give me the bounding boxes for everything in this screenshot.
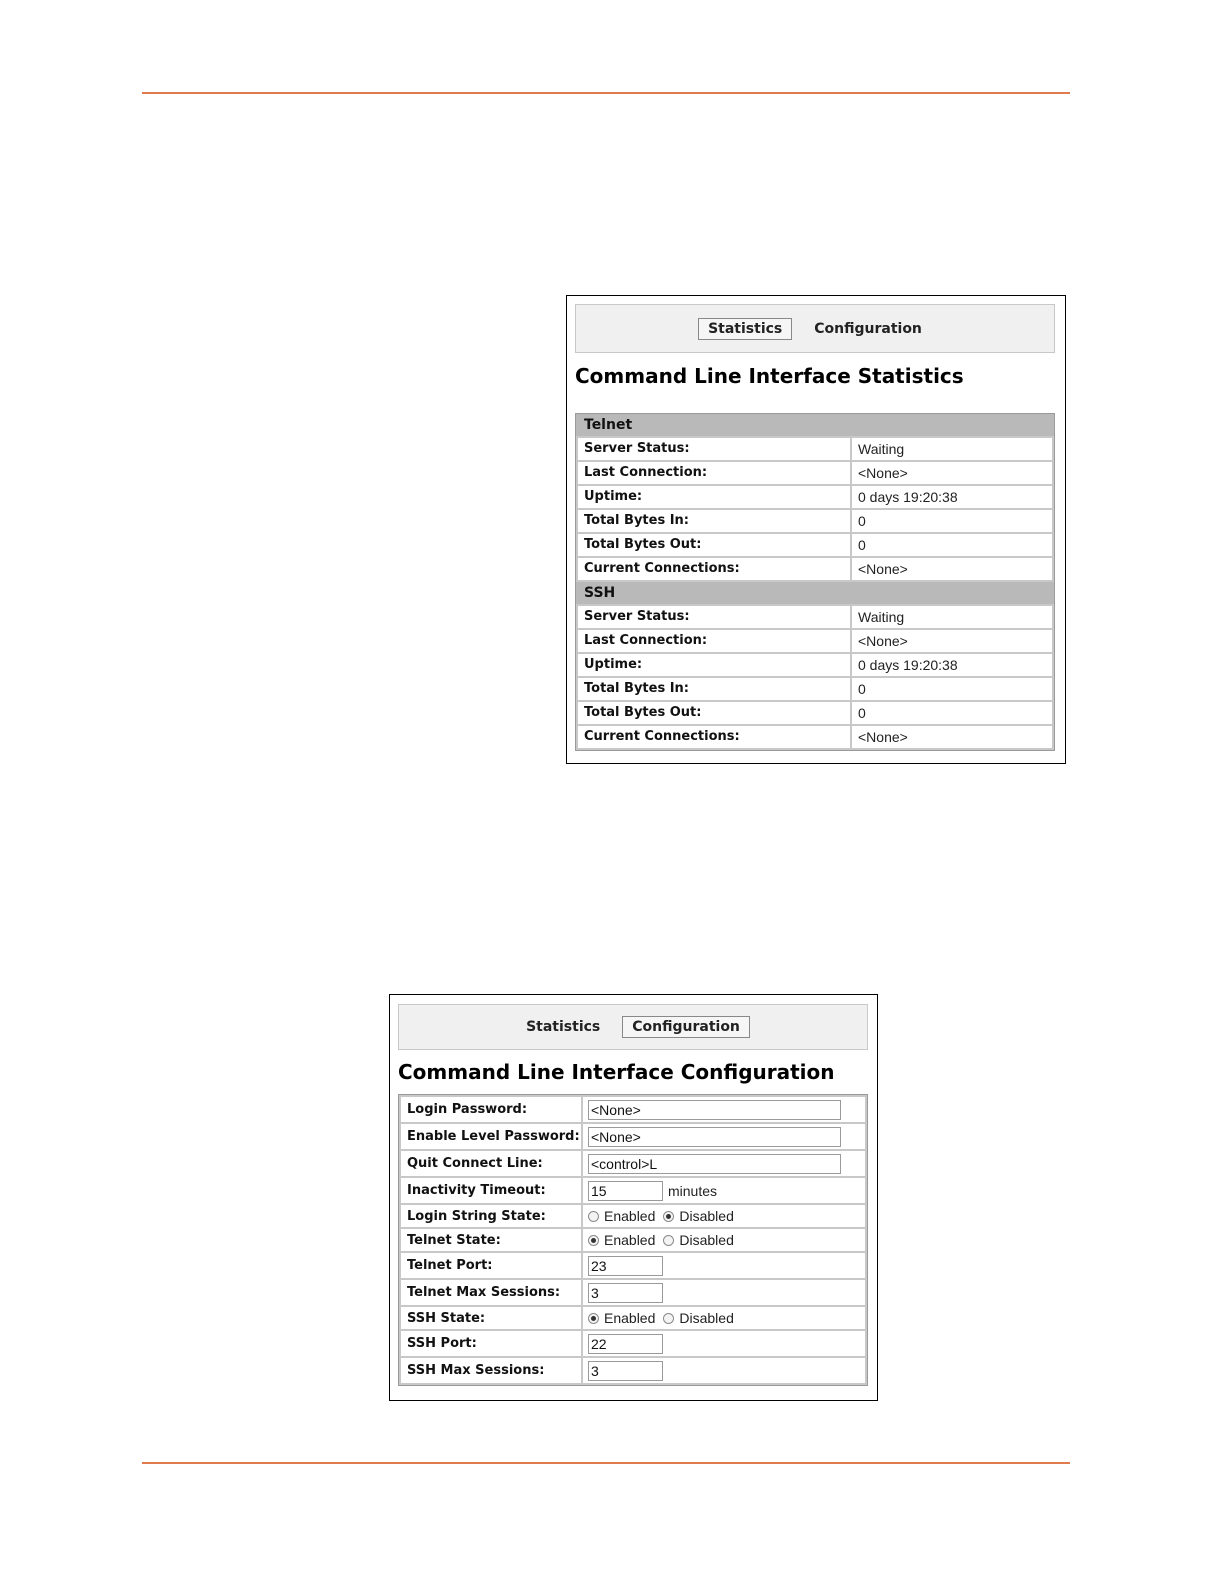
row-label: Last Connection: [578,630,850,652]
enable-level-password-label: Enable Level Password: [401,1124,581,1149]
ssh-max-sessions-label: SSH Max Sessions: [401,1358,581,1383]
row-label: Uptime: [578,486,850,508]
row-value: 0 [852,678,1052,700]
cli-statistics-screenshot [566,295,1066,764]
radio-icon [588,1211,599,1222]
tab-bar [398,1004,868,1050]
table-row [578,630,1052,652]
row-label: Total Bytes In: [578,678,850,700]
table-row [578,558,1052,580]
row-label: Server Status: [578,438,850,460]
row-label: Total Bytes Out: [578,534,850,556]
login-string-disabled-radio[interactable]: Disabled [663,1208,733,1224]
table-row [401,1097,865,1122]
telnet-max-sessions-label: Telnet Max Sessions: [401,1280,581,1305]
table-row [578,438,1052,460]
tab-configuration[interactable]: Configuration [814,320,922,337]
ssh-state-label: SSH State: [401,1307,581,1329]
table-row [401,1151,865,1176]
radio-icon [663,1313,674,1324]
table-row [578,654,1052,676]
login-string-enabled-radio[interactable]: Enabled [588,1208,655,1224]
section-header-ssh: SSH [576,582,1054,604]
configuration-table [398,1094,868,1386]
row-value: 0 days 19:20:38 [852,654,1052,676]
row-label: Server Status: [578,606,850,628]
telnet-disabled-radio[interactable]: Disabled [663,1232,733,1248]
login-password-label: Login Password: [401,1097,581,1122]
quit-connect-line-field[interactable]: <control>L [588,1154,841,1174]
header-rule [142,92,1070,94]
table-row [401,1229,865,1251]
enable-level-password-field[interactable]: <None> [588,1127,841,1147]
table-row [578,486,1052,508]
table-row [401,1205,865,1227]
table-row [578,510,1052,532]
statistics-table [575,413,1055,751]
tab-statistics[interactable]: Statistics [698,318,792,340]
row-label: Total Bytes Out: [578,702,850,724]
table-row [401,1280,865,1305]
row-value: <None> [852,726,1052,748]
row-value: 0 [852,702,1052,724]
table-row [401,1331,865,1356]
telnet-port-label: Telnet Port: [401,1253,581,1278]
row-label: Last Connection: [578,462,850,484]
row-value: 0 days 19:20:38 [852,486,1052,508]
table-row [578,726,1052,748]
table-row [401,1307,865,1329]
inactivity-timeout-field[interactable]: 15 [588,1181,663,1201]
page-title: Command Line Interface Configuration [398,1060,835,1084]
telnet-enabled-radio[interactable]: Enabled [588,1232,655,1248]
ssh-port-label: SSH Port: [401,1331,581,1356]
footer-rule [142,1462,1070,1464]
radio-icon [663,1235,674,1246]
telnet-max-sessions-field[interactable]: 3 [588,1283,663,1303]
row-value: 0 [852,510,1052,532]
inactivity-timeout-unit: minutes [668,1182,718,1199]
cli-configuration-screenshot [389,994,878,1401]
row-label: Total Bytes In: [578,510,850,532]
login-string-state-label: Login String State: [401,1205,581,1227]
table-row [578,678,1052,700]
tab-bar [575,304,1055,353]
radio-selected-icon [588,1235,599,1246]
tab-statistics[interactable]: Statistics [526,1019,601,1035]
ssh-max-sessions-field[interactable]: 3 [588,1361,663,1381]
tab-configuration[interactable]: Configuration [622,1016,750,1038]
ssh-disabled-radio[interactable]: Disabled [663,1310,733,1326]
table-row [401,1253,865,1278]
telnet-state-label: Telnet State: [401,1229,581,1251]
login-password-field[interactable]: <None> [588,1100,841,1120]
row-label: Current Connections: [578,726,850,748]
section-header-telnet: Telnet [576,414,1054,436]
quit-connect-line-label: Quit Connect Line: [401,1151,581,1176]
row-value: <None> [852,630,1052,652]
table-row [401,1358,865,1383]
radio-selected-icon [663,1211,674,1222]
row-value: Waiting [852,606,1052,628]
table-row [578,702,1052,724]
table-row [578,606,1052,628]
table-row [401,1178,865,1203]
page-title: Command Line Interface Statistics [575,364,964,388]
ssh-port-field[interactable]: 22 [588,1334,663,1354]
table-row [401,1124,865,1149]
ssh-enabled-radio[interactable]: Enabled [588,1310,655,1326]
row-value: 0 [852,534,1052,556]
inactivity-timeout-label: Inactivity Timeout: [401,1178,581,1203]
telnet-port-field[interactable]: 23 [588,1256,663,1276]
table-row [578,462,1052,484]
row-value: <None> [852,558,1052,580]
row-label: Current Connections: [578,558,850,580]
row-value: Waiting [852,438,1052,460]
radio-selected-icon [588,1313,599,1324]
row-label: Uptime: [578,654,850,676]
row-value: <None> [852,462,1052,484]
table-row [578,534,1052,556]
